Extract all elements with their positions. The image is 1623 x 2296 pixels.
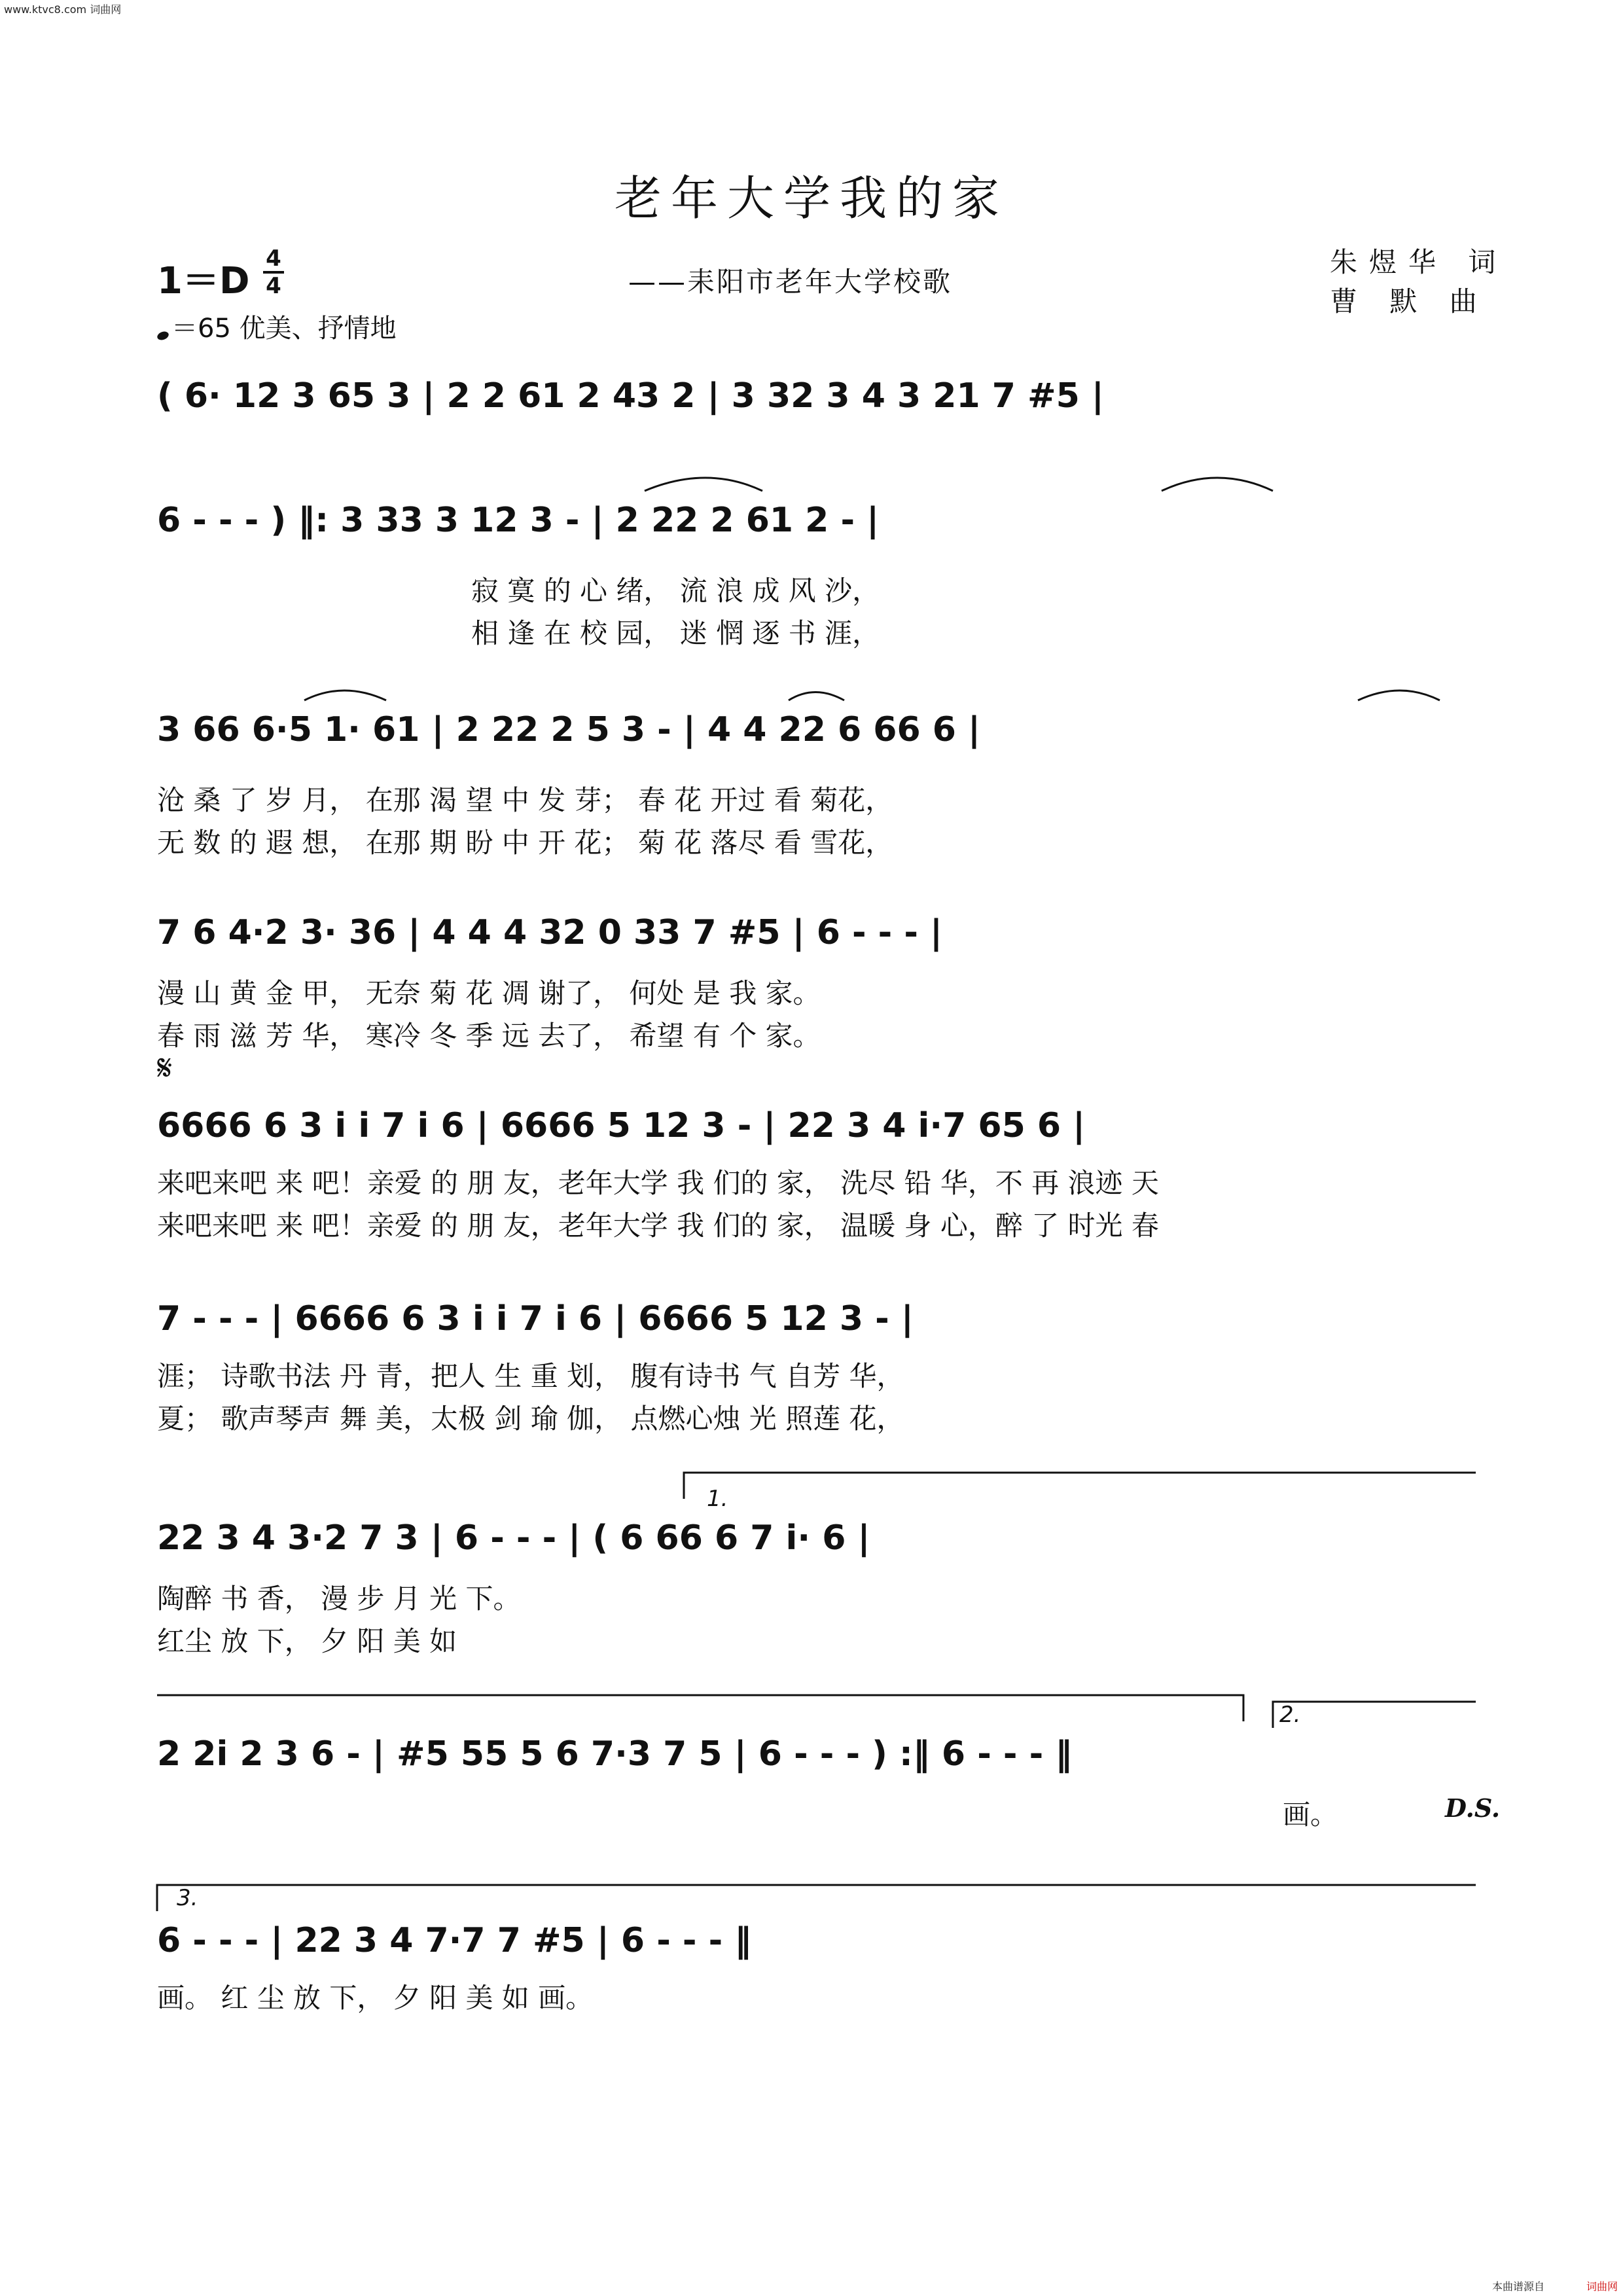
system-3-lyrics-1: 沧 桑 了 岁 月， 在那 渴 望 中 发 芽； 春 花 开过 看 菊花， (157, 784, 893, 816)
slur-2 (1162, 478, 1273, 491)
song-title: 老年大学我的家 (614, 171, 1008, 226)
system-4-lyrics-2: 春 雨 滋 芳 华， 寒冷 冬 季 远 去了， 希望 有 个 家。 (157, 1020, 821, 1052)
system-2-lyrics-1: 寂 寞 的 心 绪， 流 浪 成 风 沙， (471, 575, 880, 607)
ending-3-label: 3. (177, 1885, 198, 1911)
song-subtitle: ——耒阳市老年大学校歌 (628, 266, 953, 298)
slur-1 (645, 478, 762, 491)
system-6-notes: 7 - - - | 6666 6 3 i i 7 i 6 | 6666 5 12 3 - | (157, 1299, 914, 1338)
composer-credit: 曹 默 曲 (1330, 285, 1489, 317)
ending-2-label: 2. (1279, 1702, 1301, 1728)
system-2-lyrics-2: 相 逢 在 校 园， 迷 惘 逐 书 涯， (471, 617, 880, 649)
time-signature-top: 4 (266, 245, 281, 272)
system-7-notes: 22 3 4 3·2 7 3 | 6 - - - | ( 6 66 6 7 i· 6 | (157, 1518, 870, 1558)
footer-site-label: 词曲网 (1586, 2280, 1618, 2293)
system-9-notes: 6 - - - | 22 3 4 7·7 7 #5 | 6 - - - ‖ (157, 1921, 752, 1960)
system-9-lyrics-1: 画。 红 尘 放 下， 夕 阳 美 如 画。 (157, 1982, 594, 2014)
system-7-lyrics-2: 红尘 放 下， 夕 阳 美 如 (157, 1625, 457, 1657)
system-5-lyrics-1: 来吧来吧 来 吧！亲爱 的 朋 友，老年大学 我 们的 家， 洗尽 铅 华，不 再 浪迹 天 (157, 1167, 1159, 1199)
system-7-lyrics-1: 陶醉 书 香， 漫 步 月 光 下。 (157, 1583, 521, 1615)
tempo-text: ＝65 优美、抒情地 (171, 314, 397, 344)
segno-sign: 𝄋 (157, 1047, 173, 1088)
system-8-notes: 2 2i 2 3 6 - | #5 55 5 6 7·3 7 5 | 6 - - - ) :‖ 6 - - - ‖ (157, 1734, 1073, 1774)
lyricist-credit: 朱煜华 词 (1330, 246, 1508, 278)
system-6-lyrics-2: 夏； 歌声琴声 舞 美，太极 剑 瑜 伽， 点燃心烛 光 照莲 花， (157, 1403, 904, 1435)
ds-marking: D.S. (1445, 1793, 1501, 1823)
slur-5 (1358, 691, 1440, 700)
system-5-notes: 6666 6 3 i i 7 i 6 | 6666 5 12 3 - | 22 3 4 i·7 65 6 | (157, 1106, 1086, 1145)
system-3-lyrics-2: 无 数 的 遐 想， 在那 期 盼 中 开 花； 菊 花 落尽 看 雪花， (157, 827, 893, 859)
footer-source-label: 本曲谱源自 (1491, 2280, 1544, 2293)
system-5-lyrics-2: 来吧来吧 来 吧！亲爱 的 朋 友，老年大学 我 们的 家， 温暖 身 心，醉 了 时光 春 (157, 1210, 1159, 1242)
slur-4 (789, 692, 844, 701)
system-4-lyrics-1: 漫 山 黄 金 甲， 无奈 菊 花 凋 谢了， 何处 是 我 家。 (157, 977, 821, 1009)
slur-3 (304, 691, 386, 700)
repeat-line (157, 1695, 1243, 1721)
system-6-lyrics-1: 涯； 诗歌书法 丹 青，把人 生 重 划， 腹有诗书 气 自芳 华， (157, 1360, 904, 1392)
system-4-notes: 7 6 4·2 3· 36 | 4 4 4 32 0 33 7 #5 | 6 - - - | (157, 913, 943, 952)
site-watermark: www.ktvc8.com 词曲网 (4, 3, 122, 16)
system-8-lyrics-1: 画。 (1283, 1799, 1338, 1831)
ending-1-label: 1. (707, 1486, 728, 1512)
key-signature: 1＝D (157, 260, 250, 302)
time-signature-bottom: 4 (266, 273, 281, 299)
volta-bracket-1 (684, 1473, 1476, 1499)
volta-bracket-3 (157, 1885, 1476, 1911)
system-1-notes: ( 6· 12 3 65 3 | 2 2 61 2 43 2 | 3 32 3 4 3 21 7 #5 | (157, 376, 1104, 416)
system-3-notes: 3 66 6·5 1· 61 | 2 22 2 5 3 - | 4 4 22 6 66 6 | (157, 710, 981, 749)
volta-bracket-2 (1273, 1702, 1476, 1728)
system-2-notes: 6 - - - ) ‖: 3 33 3 12 3 - | 2 22 2 61 2 - | (157, 501, 880, 540)
